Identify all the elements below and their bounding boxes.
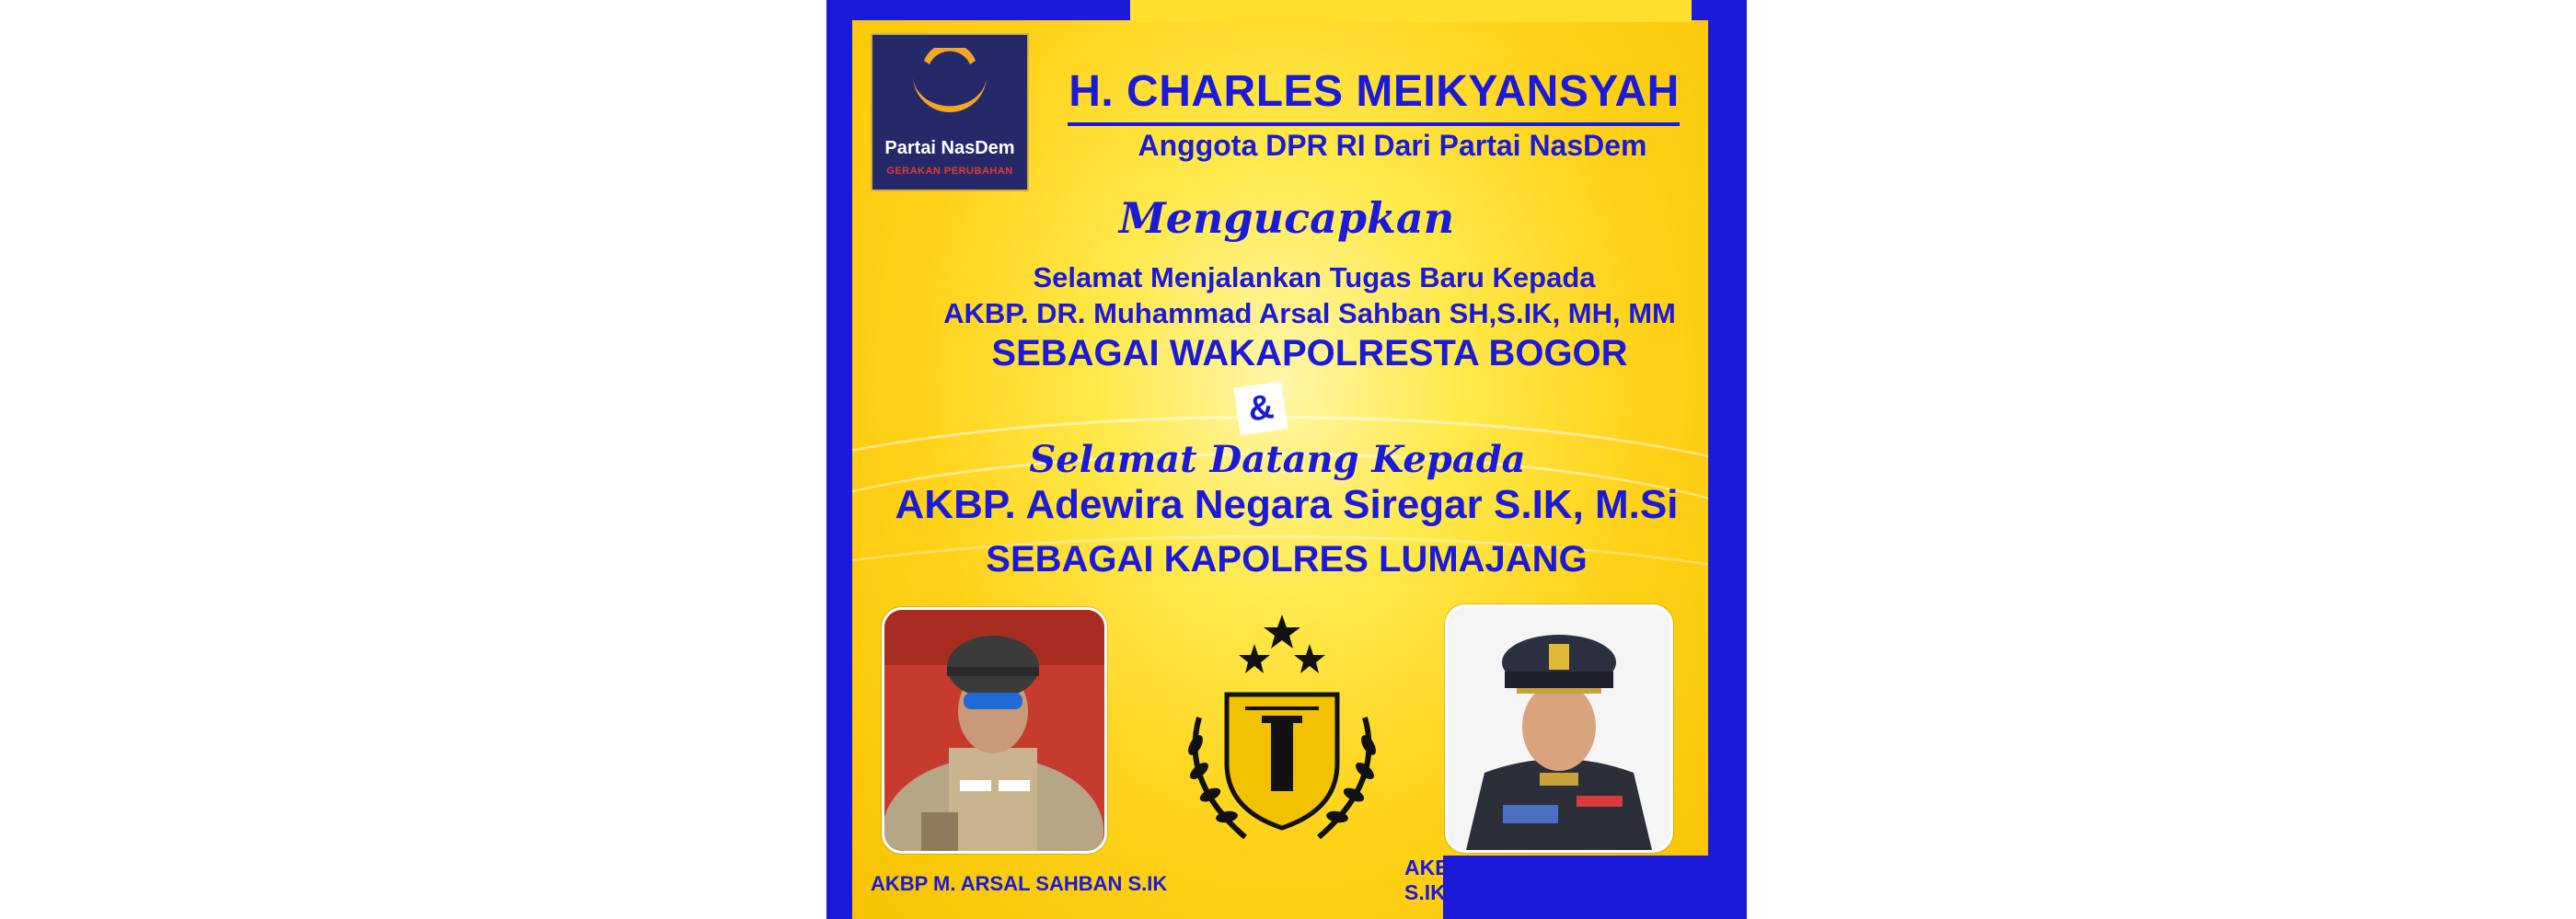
police-badge-icon [1162,607,1402,856]
caption-arsal-sahban: AKBP M. ARSAL SAHBAN S.IK [871,872,1168,895]
logo-tagline: GERAKAN PERUBAHAN [886,166,1013,177]
nasdem-logo [871,33,1029,191]
politician-name: H. CHARLES MEIKYANSYAH [1069,67,1680,116]
politician-title: Anggota DPR RI Dari Partai NasDem [1138,129,1647,162]
selamat-datang-heading: Selamat Datang Kepada [1029,438,1526,481]
greeting-line-3: SEBAGAI WAKAPOLRESTA BOGOR [991,333,1628,373]
polri-emblem [1162,607,1402,860]
photo-arsal-sahban [882,607,1107,854]
greeting-banner [826,0,1747,919]
greeting-line-4: AKBP. Adewira Negara Siregar S.IK, M.Si [895,482,1679,527]
officer-portrait-icon [1448,607,1670,850]
name-underline [1068,122,1680,126]
officer-portrait-icon [884,610,1104,851]
logo-name: Partai NasDem [884,138,1015,158]
top-accent [1130,0,1692,22]
photo-adewira-siregar [1445,604,1673,853]
nasdem-crescent-icon [906,48,994,132]
greeting-line-2: AKBP. DR. Muhammad Arsal Sahban SH,S.IK, MH, MM [943,297,1676,329]
greeting-line-5: SEBAGAI KAPOLRES LUMAJANG [986,539,1588,580]
caption-adewira-siregar: AKBP Adewira Negara Siregar S.IK [1404,856,1708,904]
ampersand: & [1234,382,1288,436]
mengucapkan-heading: Mengucapkan [1118,193,1455,243]
greeting-line-1: Selamat Menjalankan Tugas Baru Kepada [1033,261,1596,293]
